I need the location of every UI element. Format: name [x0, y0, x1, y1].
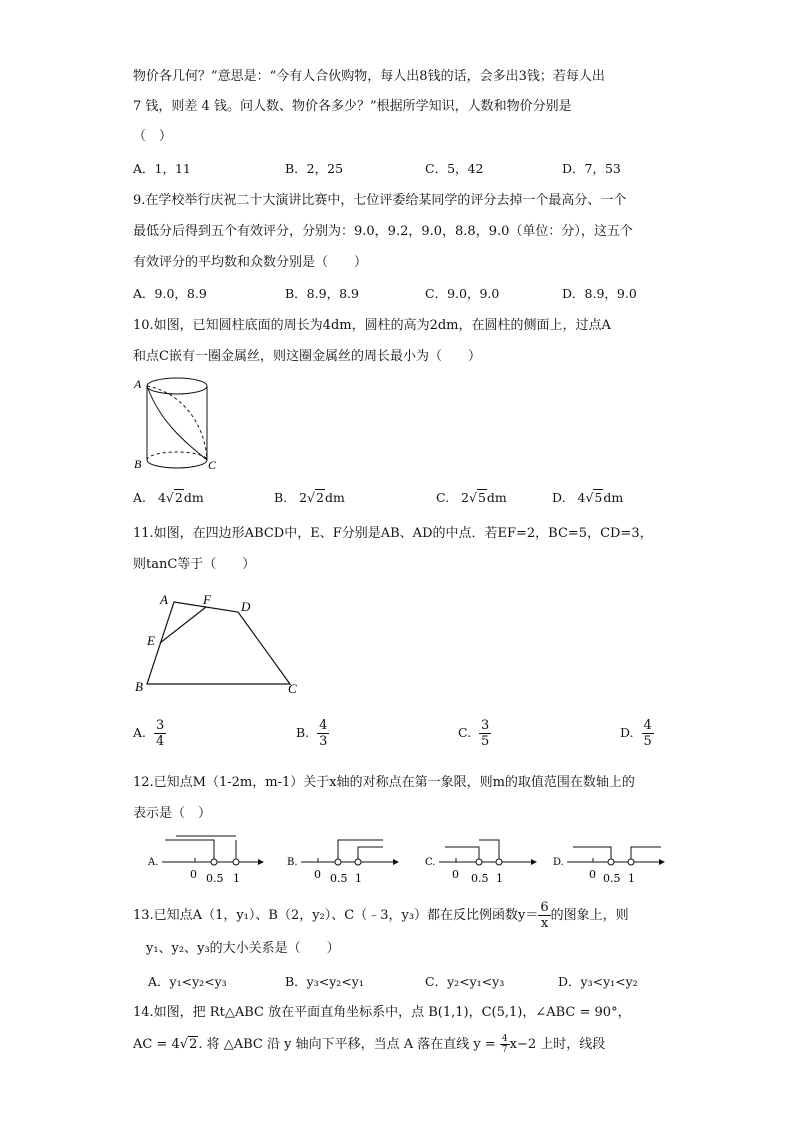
fraction: [154, 718, 166, 749]
open-point-one: [355, 859, 361, 865]
q8-option-c: C．5，42: [425, 161, 484, 176]
numerator: 4: [643, 718, 652, 733]
q14-line1: 14.如图，把 Rt△ABC 放在平面直角坐标系中，点 B(1,1)，C(5,1)，∠ABC = 90°，: [133, 1005, 631, 1020]
fraction-4-over-7: [500, 1034, 510, 1055]
label-f: F: [203, 592, 211, 607]
q11-line1: 11.如图，在四边形ABCD中，E、F分别是AB、AD的中点．若EF=2，BC=5，CD=3，: [133, 526, 653, 541]
denominator: 5: [643, 734, 652, 749]
tick-label-0: 0: [190, 868, 197, 881]
label-a: A: [134, 377, 142, 391]
q13-option-b: B．y₃<y₂<y₁: [285, 974, 364, 989]
unit: dm: [486, 490, 507, 505]
q10-option-c: C. 2√5dm: [436, 490, 507, 505]
unit: dm: [603, 490, 624, 505]
number-line-option-b: [287, 836, 402, 886]
q14-line2: AC = 4√2. 将 △ABC 沿 y 轴向下平移，当点 A 落在直线 y = $\frac{4}{7}$ x−2 上时，线段: [133, 1034, 606, 1055]
ray-right: [631, 847, 661, 862]
wire-front-curve: [147, 386, 207, 460]
coef: 4: [577, 490, 586, 505]
label-c: C: [208, 458, 217, 472]
unit: dm: [183, 490, 204, 505]
q9-option-c: C．9.0，9.0: [425, 286, 500, 301]
numerator: 3: [155, 718, 165, 733]
q11-option-c: [458, 718, 491, 749]
q13-line1: [133, 900, 629, 931]
q13-line1-start: 13.已知点A（1，y₁）、B（2，y₂）、C（﹣3，y₃）都在反比例函数y＝: [133, 908, 539, 923]
q8-option-a: A．1，11: [133, 161, 191, 176]
option-label: D.: [553, 857, 564, 868]
cylinder-bottom-front: [147, 460, 207, 468]
fraction: [317, 718, 329, 749]
q10-option-a: A. 4√2dm: [133, 490, 204, 505]
denominator: 3: [319, 734, 328, 749]
q8-option-d: D．7，53: [562, 161, 621, 176]
radicand: 2: [189, 1037, 198, 1052]
denominator: x: [540, 916, 549, 931]
fraction: [479, 718, 491, 749]
tick-label-half: 0.5: [603, 872, 621, 885]
ray-lower: [358, 847, 383, 862]
quadrilateral-abcd: [147, 602, 290, 684]
q8-line1: 物价各几何？”意思是：“今有人合伙购物，每人出8钱的话，会多出3钱；若每人出: [133, 69, 605, 84]
numerator: 4: [319, 718, 328, 733]
label-b: B: [134, 457, 142, 471]
open-point-one: [233, 859, 239, 865]
coef: 4: [157, 490, 166, 505]
q8-line3: （ ）: [133, 129, 173, 144]
fraction: [642, 718, 654, 749]
q9-line3: 有效评分的平均数和众数分别是（ ）: [133, 255, 368, 270]
option-label: B.: [296, 725, 310, 740]
axis-arrow: [531, 859, 537, 865]
wire-back-curve: [147, 386, 207, 460]
option-label: B.: [274, 490, 288, 505]
cylinder-top-ellipse: [147, 378, 207, 394]
denominator: 4: [155, 734, 165, 749]
axis-arrow: [258, 859, 264, 865]
label-e: E: [147, 633, 155, 648]
quadrilateral-figure: [130, 588, 310, 698]
axis-arrow: [659, 859, 665, 865]
tick-label-1: 1: [233, 872, 240, 885]
q8-line2: 7 钱，则差 4 钱。问人数、物价各多少？”根据所学知识，人数和物价分别是: [133, 99, 572, 114]
tick-label-0: 0: [589, 868, 596, 881]
cylinder-bottom-back: [147, 452, 207, 460]
q12-line1: 12.已知点M（1-2m，m-1）关于x轴的对称点在第一象限，则m的取值范围在数轴上的: [133, 775, 635, 790]
q11-line2: 则tanC等于（ ）: [133, 557, 256, 572]
q13-line1-end: 的图象上，则: [550, 908, 629, 923]
number-line-option-c: [425, 836, 540, 886]
fraction-6-over-x: [538, 900, 550, 931]
option-label: A.: [148, 857, 159, 868]
cylinder-figure: [130, 372, 230, 472]
q9-option-a: A．9.0，8.9: [133, 286, 207, 301]
label-b: B: [135, 679, 143, 694]
q10-line2: 和点C嵌有一圈金属丝，则这圈金属丝的周长最小为（ ）: [133, 349, 481, 364]
option-label: C.: [436, 490, 450, 505]
denominator: 7: [501, 1045, 508, 1055]
q11-option-d: [620, 718, 654, 749]
option-label: C.: [458, 725, 472, 740]
option-label: D.: [552, 490, 566, 505]
axis-arrow: [393, 859, 399, 865]
q8-option-b: B．2，25: [285, 161, 344, 176]
label-d: D: [241, 599, 251, 614]
q13-option-a: A．y₁<y₂<y₃: [148, 974, 227, 989]
numerator: 3: [481, 718, 490, 733]
coef: 2: [461, 490, 469, 505]
ray-left: [445, 847, 479, 862]
tick-label-1: 1: [496, 872, 503, 885]
open-point-half: [476, 859, 482, 865]
numerator: 6: [540, 900, 549, 915]
numerator: 4: [501, 1034, 508, 1044]
option-label: B.: [287, 857, 298, 868]
open-point-half: [211, 859, 217, 865]
q13-option-c: C．y₂<y₁<y₃: [425, 974, 505, 989]
radicand: 5: [594, 490, 603, 505]
tick-label-1: 1: [628, 872, 635, 885]
tick-label-half: 0.5: [471, 872, 489, 885]
q11-option-b: [296, 718, 329, 749]
q9-option-d: D．8.9，9.0: [562, 286, 637, 301]
q11-option-a: [133, 718, 166, 749]
option-label: A.: [133, 490, 147, 505]
open-point-half: [335, 859, 341, 865]
q9-line2: 最低分后得到五个有效评分，分别为：9.0，9.2，9.0，8.8，9.0（单位：分），这五个: [133, 224, 633, 239]
label-a: A: [160, 592, 168, 607]
q9-option-b: B．8.9，8.9: [285, 286, 359, 301]
q12-line2: 表示是（ ）: [133, 806, 212, 821]
number-line-option-d: [553, 836, 668, 886]
tick-label-half: 0.5: [330, 872, 348, 885]
unit: dm: [324, 490, 345, 505]
q10-line1: 10.如图，已知圆柱底面的周长为4dm，圆柱的高为2dm，在圆柱的侧面上，过点A: [133, 318, 611, 333]
q14-line2-end: x−2 上时，线段: [509, 1037, 606, 1052]
q10-option-b: B. 2√2dm: [274, 490, 345, 505]
open-point-half: [608, 859, 614, 865]
radicand: 2: [174, 490, 183, 505]
number-line-option-a: [148, 836, 263, 886]
q13-line2: y₁、y₂、y₃的大小关系是（ ）: [146, 941, 340, 956]
denominator: 5: [481, 734, 490, 749]
open-point-one: [496, 859, 502, 865]
ray-right: [479, 840, 499, 862]
ray-left: [165, 840, 214, 862]
option-label: D.: [620, 725, 634, 740]
radicand: 2: [316, 490, 324, 505]
tick-label-1: 1: [355, 872, 362, 885]
q13-option-d: D．y₃<y₁<y₂: [558, 974, 638, 989]
q14-line2-start: AC = 4: [133, 1037, 180, 1052]
option-label: A.: [133, 725, 147, 740]
radicand: 5: [477, 490, 486, 505]
option-label: C.: [425, 857, 436, 868]
coef: 2: [299, 490, 308, 505]
label-c: C: [288, 681, 297, 696]
q9-line1: 9.在学校举行庆祝二十大演讲比赛中，七位评委给某同学的评分去掉一个最高分、一个: [133, 193, 627, 208]
q10-option-d: D. 4√5dm: [552, 490, 624, 505]
q14-line2-mid: . 将 △ABC 沿 y 轴向下平移，当点 A 落在直线 y =: [198, 1037, 496, 1052]
tick-label-half: 0.5: [206, 872, 224, 885]
ray-left: [573, 847, 611, 862]
ray-upper: [338, 840, 383, 862]
tick-label-0: 0: [314, 868, 321, 881]
tick-label-0: 0: [452, 868, 459, 881]
open-point-one: [628, 859, 634, 865]
